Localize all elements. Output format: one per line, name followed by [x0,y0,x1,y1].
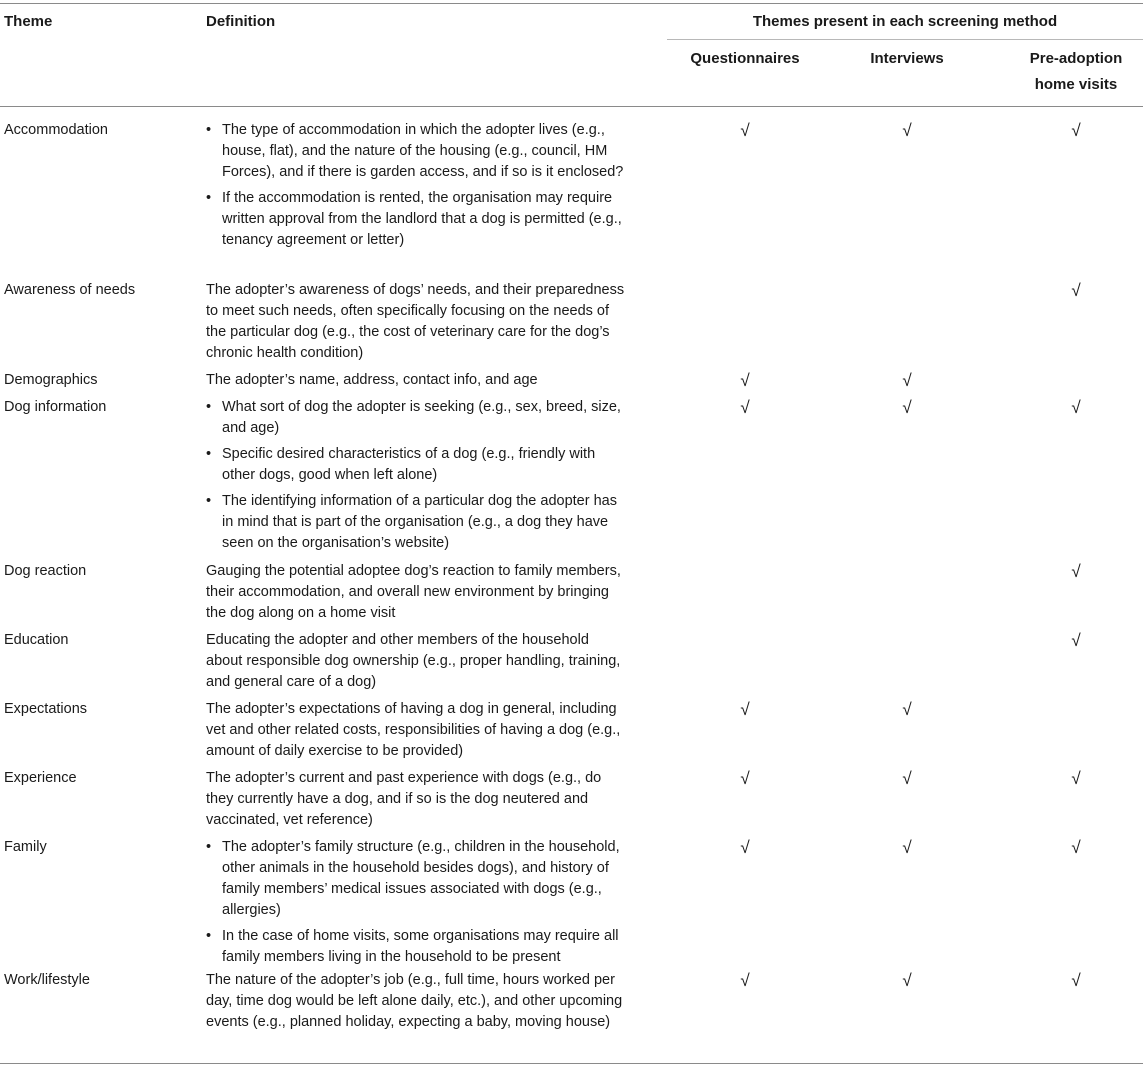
theme-cell: Awareness of needs [4,282,136,298]
definition-cell [206,630,626,693]
definition-cell [206,397,626,554]
bullet-text: The identifying information of a particular dog the adopter has in mind that is part of the organisation (e.g., a dog they have seen on the organisation’s website) [222,493,617,551]
check-interviews-icon: √ [902,769,912,788]
check-interviews-icon: √ [902,971,912,990]
check-interviews-icon: √ [902,398,912,417]
bullet-text: What sort of dog the adopter is seeking (e.g., sex, breed, size, and age) [222,399,621,436]
definition-cell [206,120,626,251]
check-questionnaires-icon: √ [740,398,750,417]
theme-cell: Education [4,632,69,648]
bullet-marker: • [206,446,212,462]
bullet-marker: • [206,190,212,206]
bullet-text: If the accommodation is rented, the organisation may require written approval from the landlord that a dog is permitted (e.g., tenancy agreement or letter) [222,190,622,248]
definition-cell [206,970,626,1033]
header-interviews: Interviews [870,50,944,67]
definition-cell [206,837,626,968]
header-definition: Definition [206,13,276,30]
check-interviews-icon: √ [902,121,912,140]
check-questionnaires-icon: √ [740,121,750,140]
check-home-visits-icon: √ [1071,281,1081,300]
check-questionnaires-icon: √ [740,371,750,390]
theme-cell: Accommodation [4,122,108,138]
header-rule [0,106,1143,107]
check-home-visits-icon: √ [1071,971,1081,990]
check-home-visits-icon: √ [1071,631,1081,650]
check-home-visits-icon: √ [1071,398,1081,417]
header-questionnaires: Questionnaires [690,50,800,67]
check-questionnaires-icon: √ [740,838,750,857]
check-interviews-icon: √ [902,371,912,390]
bullet-marker: • [206,399,212,415]
check-home-visits-icon: √ [1071,562,1081,581]
bullet-marker: • [206,122,212,138]
check-questionnaires-icon: √ [740,700,750,719]
definition-bullet [206,444,626,486]
bullet-text: In the case of home visits, some organisations may require all family members living in the household to be present [222,928,619,965]
definition-bullet [206,926,626,968]
header-theme: Theme [4,13,53,30]
bottom-rule [0,1063,1143,1064]
theme-cell: Experience [4,770,77,786]
check-questionnaires-icon: √ [740,971,750,990]
definition-text: The adopter’s expectations of having a dog in general, including vet and other related costs, responsibilities of having a dog (e.g., amount of daily exercise to be provided) [206,701,621,759]
definition-text: Educating the adopter and other members of the household about responsible dog ownership (e.g., proper handling, training, and general care of a dog) [206,632,621,690]
definition-cell [206,561,626,624]
definition-text: The adopter’s current and past experience with dogs (e.g., do they currently have a dog, and if so is the dog neutered and vaccinated, vet reference) [206,770,602,828]
definition-text: Gauging the potential adoptee dog’s reaction to family members, their accommodation, and overall new environment by bringing the dog along on a home visit [206,563,621,621]
header-home-visits-line2: home visits [1034,76,1118,93]
definition-cell [206,280,626,364]
bullet-marker: • [206,493,212,509]
header-home-visits [1001,48,1143,96]
theme-cell: Dog information [4,399,107,415]
check-home-visits-icon: √ [1071,838,1081,857]
definition-cell [206,699,626,762]
definition-text: The adopter’s awareness of dogs’ needs, and their preparedness to meet such needs, often specifically focusing on the needs of the particular dog (e.g., the cost of veterinary care for the dog’s chronic health condition) [206,282,625,361]
check-home-visits-icon: √ [1071,121,1081,140]
theme-cell: Dog reaction [4,563,87,579]
theme-cell: Family [4,839,47,855]
check-questionnaires-icon: √ [740,769,750,788]
definition-bullet [206,837,626,921]
group-rule [667,39,1143,40]
bullet-text: Specific desired characteristics of a dog (e.g., friendly with other dogs, good when left alone) [222,446,596,483]
bullet-text: The adopter’s family structure (e.g., children in the household, other animals in the household besides dogs), and history of family members’ medical issues associated with dogs (e.g., allergies) [222,839,620,918]
definition-bullet [206,397,626,439]
check-interviews-icon: √ [902,838,912,857]
definition-cell [206,768,626,831]
bullet-marker: • [206,928,212,944]
definition-text: The adopter’s name, address, contact info, and age [206,372,538,388]
definition-bullet [206,120,626,183]
theme-cell: Work/lifestyle [4,972,90,988]
header-group: Themes present in each screening method [752,13,1058,30]
top-rule [0,3,1143,4]
theme-cell: Expectations [4,701,88,717]
theme-cell: Demographics [4,372,98,388]
definition-cell [206,370,626,391]
bullet-marker: • [206,839,212,855]
definition-bullet [206,491,626,554]
header-home-visits-line1: Pre-adoption [1029,50,1123,67]
definition-bullet [206,188,626,251]
definition-text: The nature of the adopter’s job (e.g., full time, hours worked per day, time dog would be left alone daily, etc.), and other upcoming events (e.g., planned holiday, expecting a baby, moving house) [206,972,623,1030]
check-home-visits-icon: √ [1071,769,1081,788]
bullet-text: The type of accommodation in which the adopter lives (e.g., house, flat), and the nature of the housing (e.g., council, HM Forces), and if there is garden access, and if so is it enclosed? [222,122,624,180]
check-interviews-icon: √ [902,700,912,719]
